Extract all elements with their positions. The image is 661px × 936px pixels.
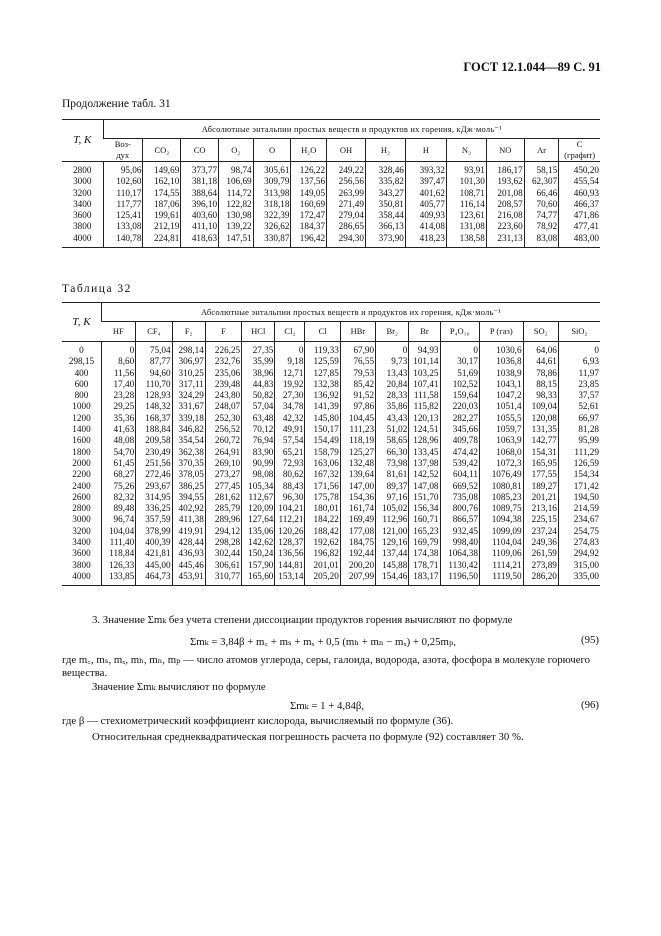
table32-temperature-column: 0 298,15 400 600 800 1000 1200 1400 1600 1800 2000 2200 2400 2600 2800 3000 3200 3400 3600 3800 4000 xyxy=(68,345,95,581)
paragraph-5: Относительная среднеквадратическая погрешность расчета по формуле (92) составляет 30 %. xyxy=(92,731,524,743)
table32-data-column: 226,25 232,76 235,06 239,48 243,80 248,07 252,30 256,52 260,72 264,91 269,10 273,27 277,45 281,62 285,79 289,96 294,12 298,28 302,44 306,61 310,77 xyxy=(205,342,241,586)
table32-data-column: 0 6,93 11,97 23,85 37,57 52,61 66,97 81,28 95,99 111,29 126,59 154,34 171,42 194,50 214,59 234,67 254,75 274,83 294,92 315,00 335,00 xyxy=(558,342,600,586)
table31-column-header: Воз- дух xyxy=(114,139,131,160)
table31-data-column: 149,69 162,10 174,55 187,06 199,61 212,19 224,81 xyxy=(143,162,181,248)
table31-column-header: OH xyxy=(327,139,366,162)
table32-column-header: P (газ) xyxy=(479,322,523,342)
table31-caption: Продолжение табл. 31 xyxy=(62,98,171,110)
table32-span-header: Абсолютные энтальпии простых веществ и продуктов их горения, кДж·моль⁻¹ xyxy=(101,303,600,322)
table31-data-column: 126,22 137,56 149,05 160,69 172,47 184,37 196,42 xyxy=(291,162,327,248)
table31-column-header: O xyxy=(253,139,291,162)
equation-number-96: (96) xyxy=(581,699,599,711)
table32-column-header: CF₄ xyxy=(136,322,172,342)
table31-span-header: Абсолютные энтальпии простых веществ и продуктов их горения, кДж·моль⁻¹ xyxy=(103,120,600,139)
table32-column-header: Cl₂ xyxy=(275,322,305,342)
table31-tk-header: T, K xyxy=(73,134,92,146)
table32-column-header: F xyxy=(205,322,241,342)
table31-column-header: H₂O xyxy=(291,139,327,162)
table31-data-column: 450,20 455,54 460,93 466,37 471,86 477,41 483,00 xyxy=(559,162,600,248)
table32-data-column: 94,93 101,14 103,25 107,41 111,58 115,82 120,13 124,51 128,96 133,45 137,98 142,52 147,08 151,70 156,34 160,71 165,23 169,79 174,38 178,71 183,17 xyxy=(409,342,440,586)
table32-column-header: SiO₂ xyxy=(558,322,600,342)
table32-data-column: 75,04 87,77 94,60 110,70 128,93 148,32 168,37 188,84 209,58 230,49 251,56 272,46 293,67 314,95 336,25 357,59 378,99 400,39 421,81 445,00 464,73 xyxy=(136,342,172,586)
formula-96: Σmₖ = 1 + 4,84β, xyxy=(290,700,365,712)
table32-column-header: Cl xyxy=(305,322,340,342)
table31-data-column: 98,74 106,69 114,72 122,82 130,98 139,22 147,51 xyxy=(219,162,254,248)
table32-data-column: 0 9,73 13,43 20,84 28,33 35,86 43,43 51,02 58,65 66,30 73,98 81,61 89,37 97,16 105,02 112,96 121,00 129,16 137,44 145,88 154,46 xyxy=(376,342,409,586)
table32-data-column: 64,06 44,61 78,86 88,15 98,33 109,04 120,08 131,35 142,77 154,31 165,95 177,55 189,27 201,21 213,16 225,15 237,24 249,36 261,59 273,89 286,20 xyxy=(523,342,558,586)
equation-number-95: (95) xyxy=(581,634,599,646)
table32-column-header: F₂ xyxy=(172,322,205,342)
table32-column-header: Br xyxy=(409,322,440,342)
table32-column-header: HCl xyxy=(242,322,275,342)
table32-tk-header: T, K xyxy=(72,315,91,328)
formula-95: Σmₖ = 3,84β + m꜀ + mₛ + mₓ + 0,5 (mₕ + mₙ − mₓ) + 0,25mₚ, xyxy=(190,636,456,648)
table32-caption: Таблица 32 xyxy=(62,283,132,295)
table31-column-header: CO xyxy=(181,139,219,162)
table31-data-column: 328,46 335,82 343,27 350,81 358,44 366,13 373,90 xyxy=(365,162,405,248)
table31-temperature-column: 2800 3000 3200 3400 3600 3800 4000 xyxy=(73,165,92,243)
table31-data-column: 393,32 397,47 401,62 405,77 409,93 414,08 418,23 xyxy=(405,162,446,248)
table32-column-header: P₄O₁₀ xyxy=(440,322,479,342)
table31-data-column: 93,91 101,30 108,71 116,14 123,61 131,08 138,58 xyxy=(446,162,486,248)
table31-column-header: CO₂ xyxy=(143,139,181,162)
table31-column-header: N₂ xyxy=(446,139,486,162)
table31-data-column: 249,22 256,56 263,99 271,49 279,04 286,65 294,30 xyxy=(327,162,366,248)
table31-column-header: H₂ xyxy=(365,139,405,162)
table32-data-column: 0 8,60 11,56 17,40 23,28 29,25 35,36 41,63 48,08 54,70 61,45 68,27 75,26 82,32 89,48 96,74 104,04 111,40 118,84 126,33 133,85 xyxy=(101,342,135,586)
table31-column-header: C (графит) xyxy=(559,139,600,162)
table31-data-column: 95,06 102,60 110,17 117,77 125,41 133,08 140,78 xyxy=(103,162,143,248)
table32-data-column: 119,33 125,59 127,85 132,38 136,92 141,39 145,80 150,17 154,49 158,79 163,06 167,32 171,56 175,78 180,01 184,22 188,42 192,62 196,82 201,01 205,20 xyxy=(305,342,340,586)
table32 xyxy=(62,302,600,586)
table32-data-column: 0 9,18 12,71 19,92 27,30 34,78 42,32 49,91 57,54 65,21 72,93 80,62 88,43 96,30 104,21 112,21 120,26 128,37 136,56 144,81 153,14 xyxy=(275,342,305,586)
table32-column-header: HF xyxy=(112,326,124,336)
table32-column-header: HBr xyxy=(340,322,375,342)
table32-data-column: 0 30,17 51,69 102,52 159,64 220,03 282,27 345,66 409,78 474,42 539,42 604,11 669,52 735,08 800,76 866,57 932,45 998,40 1064,38 1130,42 1196,50 xyxy=(440,342,479,586)
table31-data-column: 186,17 193,62 201,08 208,57 216,08 223,60 231,13 xyxy=(486,162,524,248)
paragraph-4: где β — стехиометрический коэффициент кислорода, вычисляемый по формуле (36). xyxy=(62,715,454,727)
table32-data-column: 1030,6 1036,8 1038,9 1043,1 1047,2 1051,4 1055,5 1059,7 1063,9 1068,0 1072,3 1076,49 1080,81 1085,23 1089,75 1094,38 1099,09 1104,04 1109,06 1114,21 1119,50 xyxy=(479,342,523,586)
table31-column-header: H xyxy=(405,139,446,162)
table31-data-column: 305,61 309,79 313,98 318,18 322,39 326,62 330,87 xyxy=(253,162,291,248)
table31-data-column: 373,77 381,18 388,64 396,10 403,60 411,10 418,63 xyxy=(181,162,219,248)
paragraph-1: 3. Значение Σmₖ без учета степени диссоциации продуктов горения вычисляют по формуле xyxy=(92,614,513,626)
table32-data-column: 298,14 306,97 310,25 317,11 324,29 331,67 339,18 346,82 354,54 362,38 370,35 378,05 386,25 394,55 402,92 411,38 419,91 428,44 436,93 445,46 453,91 xyxy=(172,342,205,586)
table31-column-header: O₂ xyxy=(219,139,254,162)
paragraph-2: где m꜀, mₛ, mₓ, mₕ, mₙ, mₚ — число атомов углерода, серы, галоида, водорода, азота, фосфора в молекуле горючего вещества. xyxy=(62,654,591,679)
table31 xyxy=(62,119,600,248)
paragraph-3: Значение Σmₖ вычисляют по формуле xyxy=(92,681,266,693)
page-header: ГОСТ 12.1.044—89 С. 91 xyxy=(463,60,601,74)
table32-column-header: Br₂ xyxy=(376,322,409,342)
table31-column-header: NO xyxy=(486,139,524,162)
table32-data-column: 67,90 76,55 79,53 85,42 91,52 97,86 104,45 111,23 118,19 125,27 132,48 139,64 147,00 154,36 161,74 169,49 177,08 184,75 192,44 200,20 207,99 xyxy=(340,342,375,586)
table32-data-column: 27,35 35,99 38,96 44,83 50,82 57,04 63,48 70,12 76,94 83,90 90,99 98,08 105,34 112,67 120,09 127,64 135,06 142,62 150,24 157,90 165,60 xyxy=(242,342,275,586)
table31-column-header: Ar xyxy=(524,139,559,162)
table31-data-column: 58,15 62,307 66,46 70,60 74,77 78,92 83,08 xyxy=(524,162,559,248)
table32-column-header: SO₂ xyxy=(523,322,558,342)
